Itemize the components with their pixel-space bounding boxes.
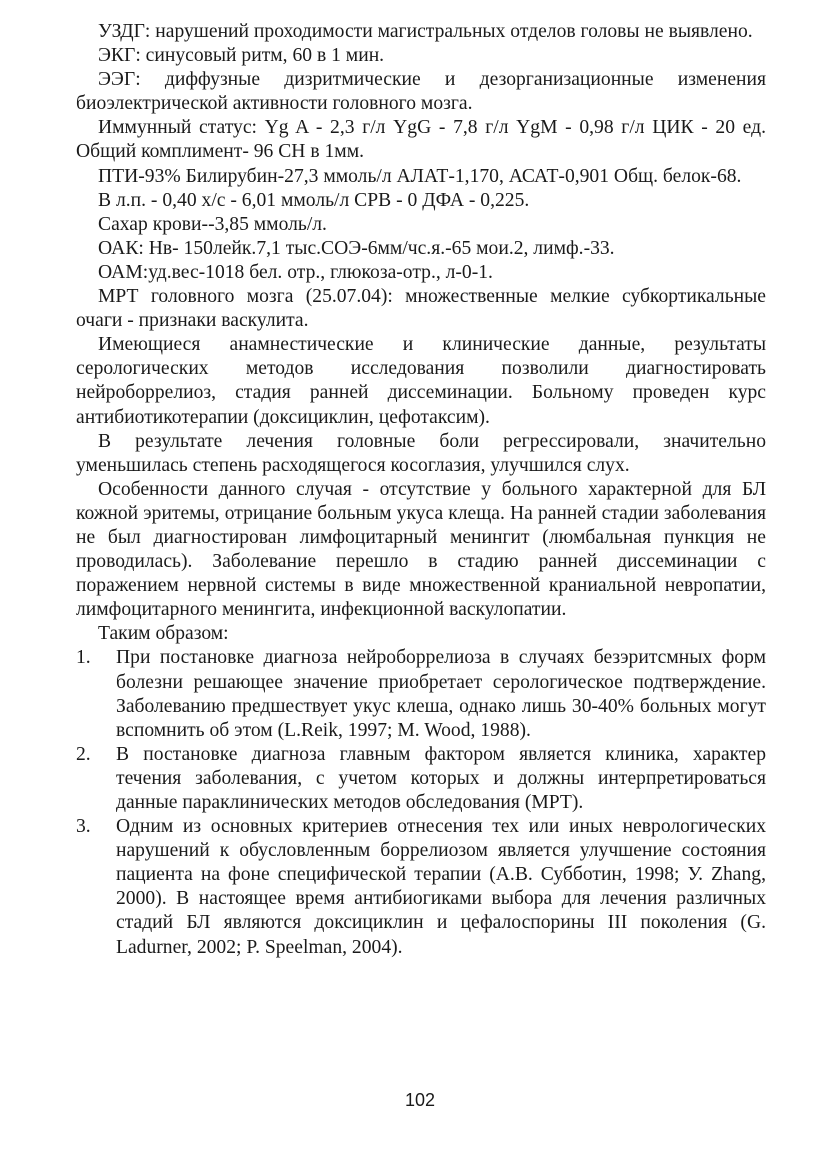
- page-body: [76, 20, 766, 960]
- paragraph-mri: МРТ головного мозга (25.07.04): множественные мелкие субкортикальные очаги - признаки васкулита.: [76, 286, 766, 332]
- page-number: 102: [404, 1090, 436, 1110]
- paragraph-treatment-result: В результате лечения головные боли регрессировали, значительно уменьшилась степень расходящегося косоглазия, улучшился слух.: [76, 430, 766, 476]
- paragraph-eeg: ЭЭГ: диффузные дизритмические и дезорганизационные изменения биоэлектрической активности головного мозга.: [76, 69, 766, 115]
- list-item: [76, 815, 766, 960]
- list-item: [76, 646, 766, 742]
- paragraph-immune-status: Иммунный статус: Yg A - 2,3 г/л YgG - 7,8 г/л YgM - 0,98 г/л ЦИК - 20 ед. Общий комплимент- 96 СН в 1мм.: [76, 117, 766, 163]
- paragraph-oak: ОАК: Нв- 150лейк.7,1 тыс.СОЭ-6мм/чс.я.-65 мои.2, лимф.-33.: [98, 237, 615, 259]
- paragraph-conclusion-intro: Таким образом:: [98, 623, 229, 645]
- list-item-number: 2.: [76, 743, 91, 765]
- list-item-number: 3.: [76, 816, 91, 838]
- list-item-text: Одним из основных критериев отнесения тех или иных неврологических нарушений к обусловленным боррелиозом является улучшение состояния пациента на фоне специфической терапии (А.В. Субботин, 1998; У. Zhang, 2000). В настоящее время антибиогиками выбора для лечения различных стадий БЛ являются доксициклин и цефалоспорины III поколения (G. Ladurner, 2002; P. Speelman, 2004).: [116, 816, 766, 958]
- list-item-text: При постановке диагноза нейроборрелиоза в случаях безэритсмных форм болезни решающее значение приобретает серологическое подтверждение. Заболеванию предшествует укус клеша, однако лишь 30-40% больных могут вспомнить об этом (L.Reik, 1997; M. Wood, 1988).: [116, 647, 766, 741]
- conclusion-list: [76, 646, 766, 959]
- list-item: [76, 743, 766, 815]
- paragraph-oam: ОАМ:уд.вес-1018 бел. отр., глюкоза-отр., л-0-1.: [98, 261, 493, 283]
- list-item-text: В постановке диагноза главным фактором является клиника, характер течения заболевания, с учетом которых и должны интерпретироваться данные параклинических методов обследования (МРТ).: [116, 743, 766, 813]
- paragraph-case-features: Особенности данного случая - отсутствие у больного характерной для БЛ кожной эритемы, отрицание больным укуса клеща. На ранней стадии заболевания не был диагностирован лимфоцитарный менингит (люмбальная пункция не проводилась). Заболевание перешло в стадию ранней диссеминации с поражением нервной системы в виде множественной краниальной невропатии, лимфоцитарного менингита, инфекционной васкулопатии.: [76, 478, 766, 621]
- paragraph-lp: В л.п. - 0,40 х/с - 6,01 ммоль/л СРВ - 0 ДФА - 0,225.: [98, 189, 530, 211]
- paragraph-diagnosis: Имеющиеся анамнестические и клинические данные, результаты серологических методов исследования позволили диагностировать нейроборрелиоз, стадия ранней диссеминации. Больному проведен курс антибиотикотерапии (доксициклин, цефотаксим).: [76, 334, 766, 428]
- paragraph-pti: ПТИ-93% Билирубин-27,3 ммоль/л АЛАТ-1,170, АСАТ-0,901 Общ. белок-68.: [98, 165, 742, 187]
- list-item-number: 1.: [76, 647, 91, 669]
- paragraph-blood-sugar: Сахар крови--3,85 ммоль/л.: [98, 213, 327, 235]
- paragraph-uzdg: УЗДГ: нарушений проходимости магистральных отделов головы не выявлено.: [98, 21, 753, 42]
- paragraph-ekg: ЭКГ: синусовый ритм, 60 в 1 мин.: [98, 45, 385, 67]
